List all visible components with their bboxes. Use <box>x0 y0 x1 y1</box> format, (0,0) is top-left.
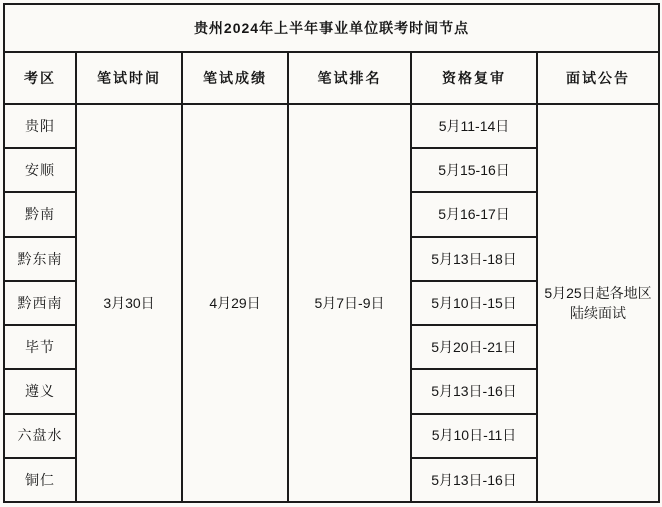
column-header-interview-notice: 面试公告 <box>537 52 659 104</box>
written-score-cell: 4月29日 <box>182 104 288 502</box>
interview-notice-cell: 5月25日起各地区陆续面试 <box>537 104 659 502</box>
table-title: 贵州2024年上半年事业单位联考时间节点 <box>4 4 659 52</box>
column-header-written-time: 笔试时间 <box>76 52 182 104</box>
qualification-review-cell: 5月13日-18日 <box>411 237 537 281</box>
region-cell: 毕节 <box>4 325 76 369</box>
exam-schedule-table <box>3 3 660 503</box>
qualification-review-cell: 5月11-14日 <box>411 104 537 148</box>
column-header-written-rank: 笔试排名 <box>288 52 411 104</box>
column-header-written-score: 笔试成绩 <box>182 52 288 104</box>
region-cell: 安顺 <box>4 148 76 192</box>
region-cell: 贵阳 <box>4 104 76 148</box>
qualification-review-cell: 5月13日-16日 <box>411 458 537 502</box>
column-header-region: 考区 <box>4 52 76 104</box>
region-cell: 黔南 <box>4 192 76 236</box>
region-cell: 六盘水 <box>4 414 76 458</box>
qualification-review-cell: 5月10日-15日 <box>411 281 537 325</box>
qualification-review-cell: 5月20日-21日 <box>411 325 537 369</box>
title-row <box>4 4 659 52</box>
region-cell: 黔西南 <box>4 281 76 325</box>
column-header-qualification-review: 资格复审 <box>411 52 537 104</box>
table-row <box>4 104 659 148</box>
region-cell: 黔东南 <box>4 237 76 281</box>
header-row <box>4 52 659 104</box>
qualification-review-cell: 5月15-16日 <box>411 148 537 192</box>
written-rank-cell: 5月7日-9日 <box>288 104 411 502</box>
qualification-review-cell: 5月13日-16日 <box>411 369 537 413</box>
region-cell: 铜仁 <box>4 458 76 502</box>
written-time-cell: 3月30日 <box>76 104 182 502</box>
exam-schedule-sheet <box>3 3 658 503</box>
region-cell: 遵义 <box>4 369 76 413</box>
qualification-review-cell: 5月16-17日 <box>411 192 537 236</box>
qualification-review-cell: 5月10日-11日 <box>411 414 537 458</box>
